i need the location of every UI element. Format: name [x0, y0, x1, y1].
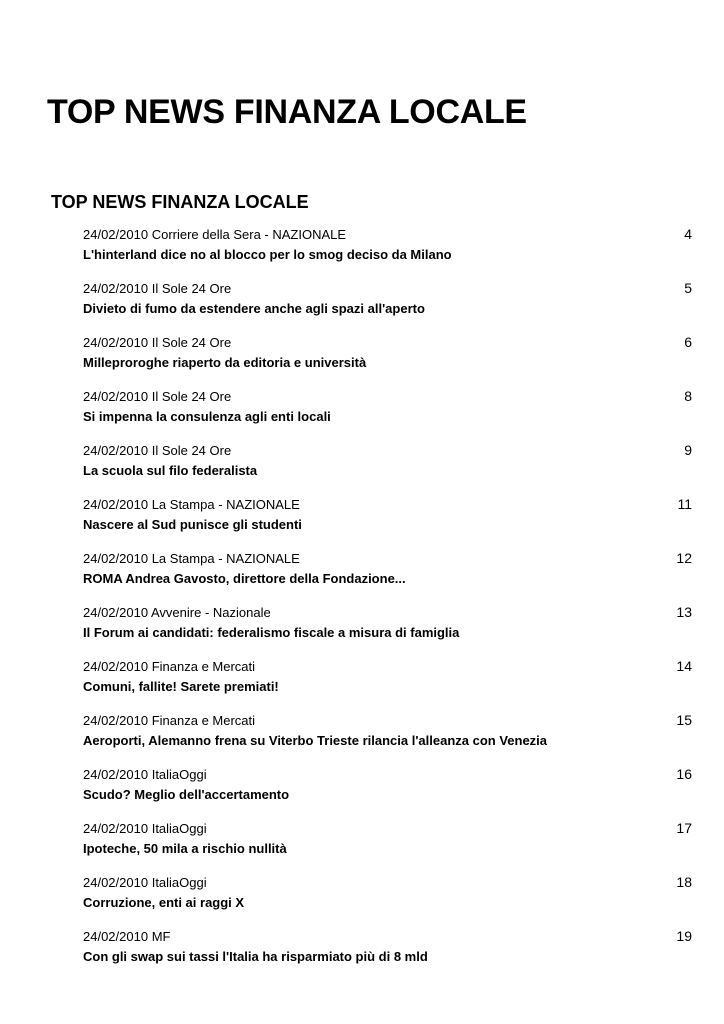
- entry-headline[interactable]: Con gli swap sui tassi l'Italia ha risparmiato più di 8 mld: [83, 949, 428, 964]
- entry-meta: [83, 226, 346, 243]
- page-title: TOP NEWS FINANZA LOCALE: [47, 93, 527, 131]
- entry-source: Finanza e Mercati: [151, 659, 256, 674]
- entry-date: 24/02/2010: [83, 443, 149, 458]
- entry-meta: [83, 550, 300, 567]
- entry-meta: [83, 280, 231, 297]
- entry-headline[interactable]: Divieto di fumo da estendere anche agli spazi all'aperto: [83, 301, 425, 316]
- entry-source: La Stampa - NAZIONALE: [151, 551, 300, 566]
- toc-entry[interactable]: [83, 766, 692, 820]
- toc-entry[interactable]: [83, 442, 692, 496]
- entry-page-number: 13: [676, 604, 692, 620]
- entry-date: 24/02/2010: [83, 281, 149, 296]
- entry-page-number: 4: [684, 226, 692, 242]
- entry-date: 24/02/2010: [83, 551, 149, 566]
- toc-entry[interactable]: [83, 658, 692, 712]
- entry-meta: [83, 928, 170, 945]
- entry-headline[interactable]: Corruzione, enti ai raggi X: [83, 895, 245, 910]
- entry-date: 24/02/2010: [83, 875, 149, 890]
- entry-date: 24/02/2010: [83, 659, 149, 674]
- entry-source: MF: [151, 929, 171, 944]
- entry-source: La Stampa - NAZIONALE: [151, 497, 300, 512]
- entry-meta: [83, 874, 207, 891]
- entry-meta: [83, 442, 231, 459]
- entry-headline[interactable]: Nascere al Sud punisce gli studenti: [83, 517, 302, 532]
- entry-headline[interactable]: ROMA Andrea Gavosto, direttore della Fondazione...: [83, 571, 406, 586]
- toc-entry[interactable]: [83, 820, 692, 874]
- entry-page-number: 16: [676, 766, 692, 782]
- entry-date: 24/02/2010: [83, 821, 149, 836]
- entry-headline[interactable]: Aeroporti, Alemanno frena su Viterbo Trieste rilancia l'alleanza con Venezia: [83, 733, 548, 748]
- toc-entry[interactable]: [83, 928, 692, 982]
- toc-entry[interactable]: [83, 496, 692, 550]
- entry-page-number: 8: [684, 388, 692, 404]
- entry-headline[interactable]: Milleproroghe riaperto da editoria e università: [83, 355, 367, 370]
- entry-source: Il Sole 24 Ore: [151, 389, 232, 404]
- entry-page-number: 12: [676, 550, 692, 566]
- entry-headline[interactable]: Ipoteche, 50 mila a rischio nullità: [83, 841, 287, 856]
- entry-date: 24/02/2010: [83, 389, 149, 404]
- entry-headline[interactable]: L'hinterland dice no al blocco per lo smog deciso da Milano: [83, 247, 452, 262]
- entry-page-number: 18: [676, 874, 692, 890]
- entry-page-number: 19: [676, 928, 692, 944]
- entry-source: ItaliaOggi: [151, 875, 207, 890]
- toc-entry[interactable]: [83, 388, 692, 442]
- entry-date: 24/02/2010: [83, 767, 149, 782]
- entry-source: Avvenire - Nazionale: [150, 605, 271, 620]
- entry-meta: [83, 766, 207, 783]
- entry-source: Finanza e Mercati: [151, 713, 256, 728]
- entry-headline[interactable]: Comuni, fallite! Sarete premiati!: [83, 679, 279, 694]
- table-of-contents: [83, 226, 692, 982]
- entry-headline[interactable]: Scudo? Meglio dell'accertamento: [83, 787, 290, 802]
- toc-entry[interactable]: [83, 280, 692, 334]
- entry-date: 24/02/2010: [83, 227, 149, 242]
- entry-page-number: 6: [684, 334, 692, 350]
- entry-date: 24/02/2010: [83, 335, 149, 350]
- entry-meta: [83, 820, 207, 837]
- toc-entry[interactable]: [83, 550, 692, 604]
- entry-date: 24/02/2010: [83, 929, 149, 944]
- entry-page-number: 9: [684, 442, 692, 458]
- entry-source: ItaliaOggi: [151, 821, 207, 836]
- entry-meta: [83, 604, 271, 621]
- entry-date: 24/02/2010: [83, 497, 149, 512]
- toc-entry[interactable]: [83, 874, 692, 928]
- section-title: TOP NEWS FINANZA LOCALE: [51, 192, 309, 212]
- entry-meta: [83, 658, 255, 675]
- entry-page-number: 15: [676, 712, 692, 728]
- entry-meta: [83, 388, 231, 405]
- entry-source: Il Sole 24 Ore: [151, 443, 232, 458]
- entry-headline[interactable]: La scuola sul filo federalista: [83, 463, 258, 478]
- entry-meta: [83, 496, 300, 513]
- toc-entry[interactable]: [83, 604, 692, 658]
- toc-entry[interactable]: [83, 226, 692, 280]
- entry-source: ItaliaOggi: [151, 767, 207, 782]
- entry-headline[interactable]: Il Forum ai candidati: federalismo fiscale a misura di famiglia: [83, 625, 460, 640]
- entry-meta: [83, 712, 255, 729]
- entry-date: 24/02/2010: [83, 605, 149, 620]
- entry-page-number: 14: [676, 658, 692, 674]
- entry-headline[interactable]: Si impenna la consulenza agli enti locali: [83, 409, 331, 424]
- entry-page-number: 5: [684, 280, 692, 296]
- entry-page-number: 17: [676, 820, 692, 836]
- entry-source: Il Sole 24 Ore: [151, 281, 232, 296]
- toc-entry[interactable]: [83, 334, 692, 388]
- entry-meta: [83, 334, 231, 351]
- toc-entry[interactable]: [83, 712, 692, 766]
- entry-page-number: 11: [677, 496, 692, 512]
- entry-source: Corriere della Sera - NAZIONALE: [151, 227, 347, 242]
- entry-date: 24/02/2010: [83, 713, 149, 728]
- entry-source: Il Sole 24 Ore: [151, 335, 232, 350]
